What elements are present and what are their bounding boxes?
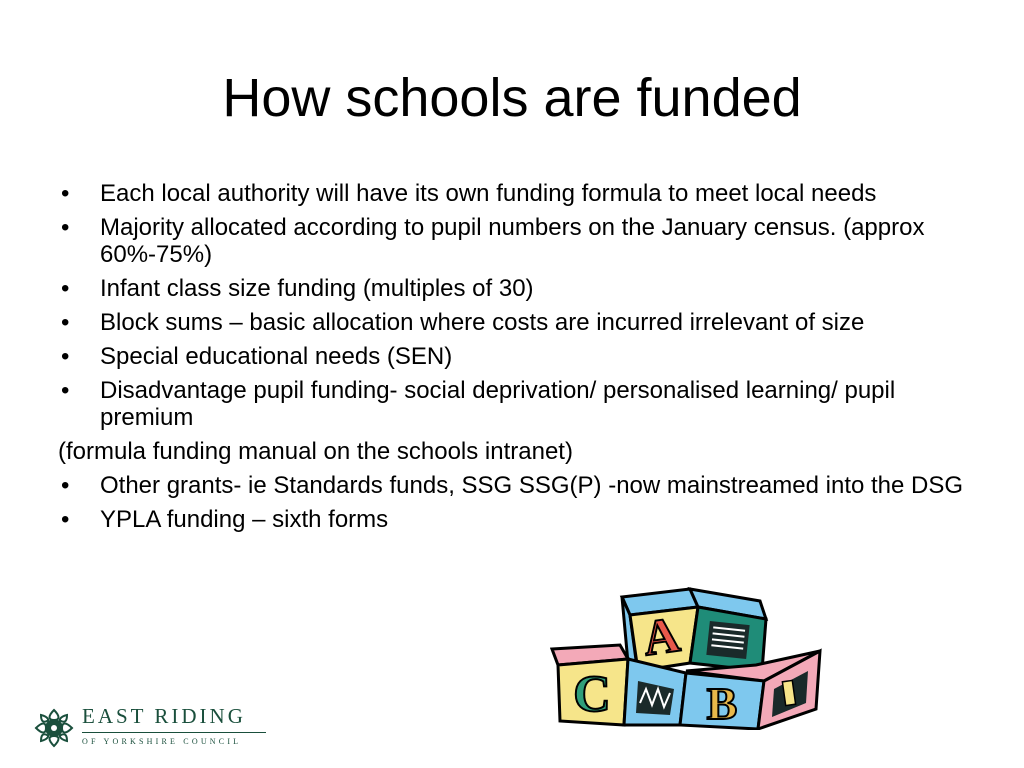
bullet-item — [58, 180, 978, 207]
bullet-text: YPLA funding – sixth forms — [100, 506, 389, 533]
bullet-text: Majority allocated according to pupil numbers on the January census. (approx 60%-75%) — [100, 214, 925, 268]
bullet-text: Other grants- ie Standards funds, SSG SSG(P) -now mainstreamed into the DSG — [100, 472, 964, 499]
bullet-item — [58, 275, 978, 302]
bullet-text: Special educational needs (SEN) — [100, 343, 453, 370]
bullet-marker: • — [61, 214, 70, 241]
bullet-item — [58, 472, 978, 499]
note-text: (formula funding manual on the schools intranet) — [58, 438, 573, 465]
bullet-marker: • — [61, 343, 70, 370]
bullet-marker: • — [61, 506, 70, 533]
bullet-text: Infant class size funding (multiples of 30) — [100, 275, 534, 302]
bullet-text: Disadvantage pupil funding- social deprivation/ personalised learning/ pupil premium — [100, 377, 896, 431]
block-letter: C — [573, 666, 611, 723]
bullet-marker: • — [61, 377, 70, 404]
bullet-marker: • — [61, 309, 70, 336]
bullet-marker: • — [61, 180, 70, 207]
bullet-marker: • — [61, 275, 70, 302]
bullet-marker: • — [61, 472, 70, 499]
logo-subtitle: OF YORKSHIRE COUNCIL — [82, 737, 242, 746]
bullet-item — [58, 506, 978, 533]
bullet-item — [58, 377, 978, 431]
bullet-text: Block sums – basic allocation where costs are incurred irrelevant of size — [100, 309, 865, 336]
logo-title: EAST RIDING — [82, 704, 246, 728]
logo-divider — [82, 732, 266, 733]
block-letter: A — [639, 605, 684, 667]
slide-title: How schools are funded — [222, 68, 802, 128]
slide-body — [58, 180, 978, 540]
bullet-text: Each local authority will have its own funding formula to meet local needs — [100, 180, 877, 207]
bullet-item — [58, 309, 978, 336]
abc-blocks-icon — [550, 585, 825, 730]
block-letter: B — [706, 678, 738, 729]
bullet-item — [58, 214, 978, 268]
rose-emblem-icon — [32, 706, 76, 750]
bullet-item — [58, 343, 978, 370]
council-logo — [32, 702, 272, 752]
